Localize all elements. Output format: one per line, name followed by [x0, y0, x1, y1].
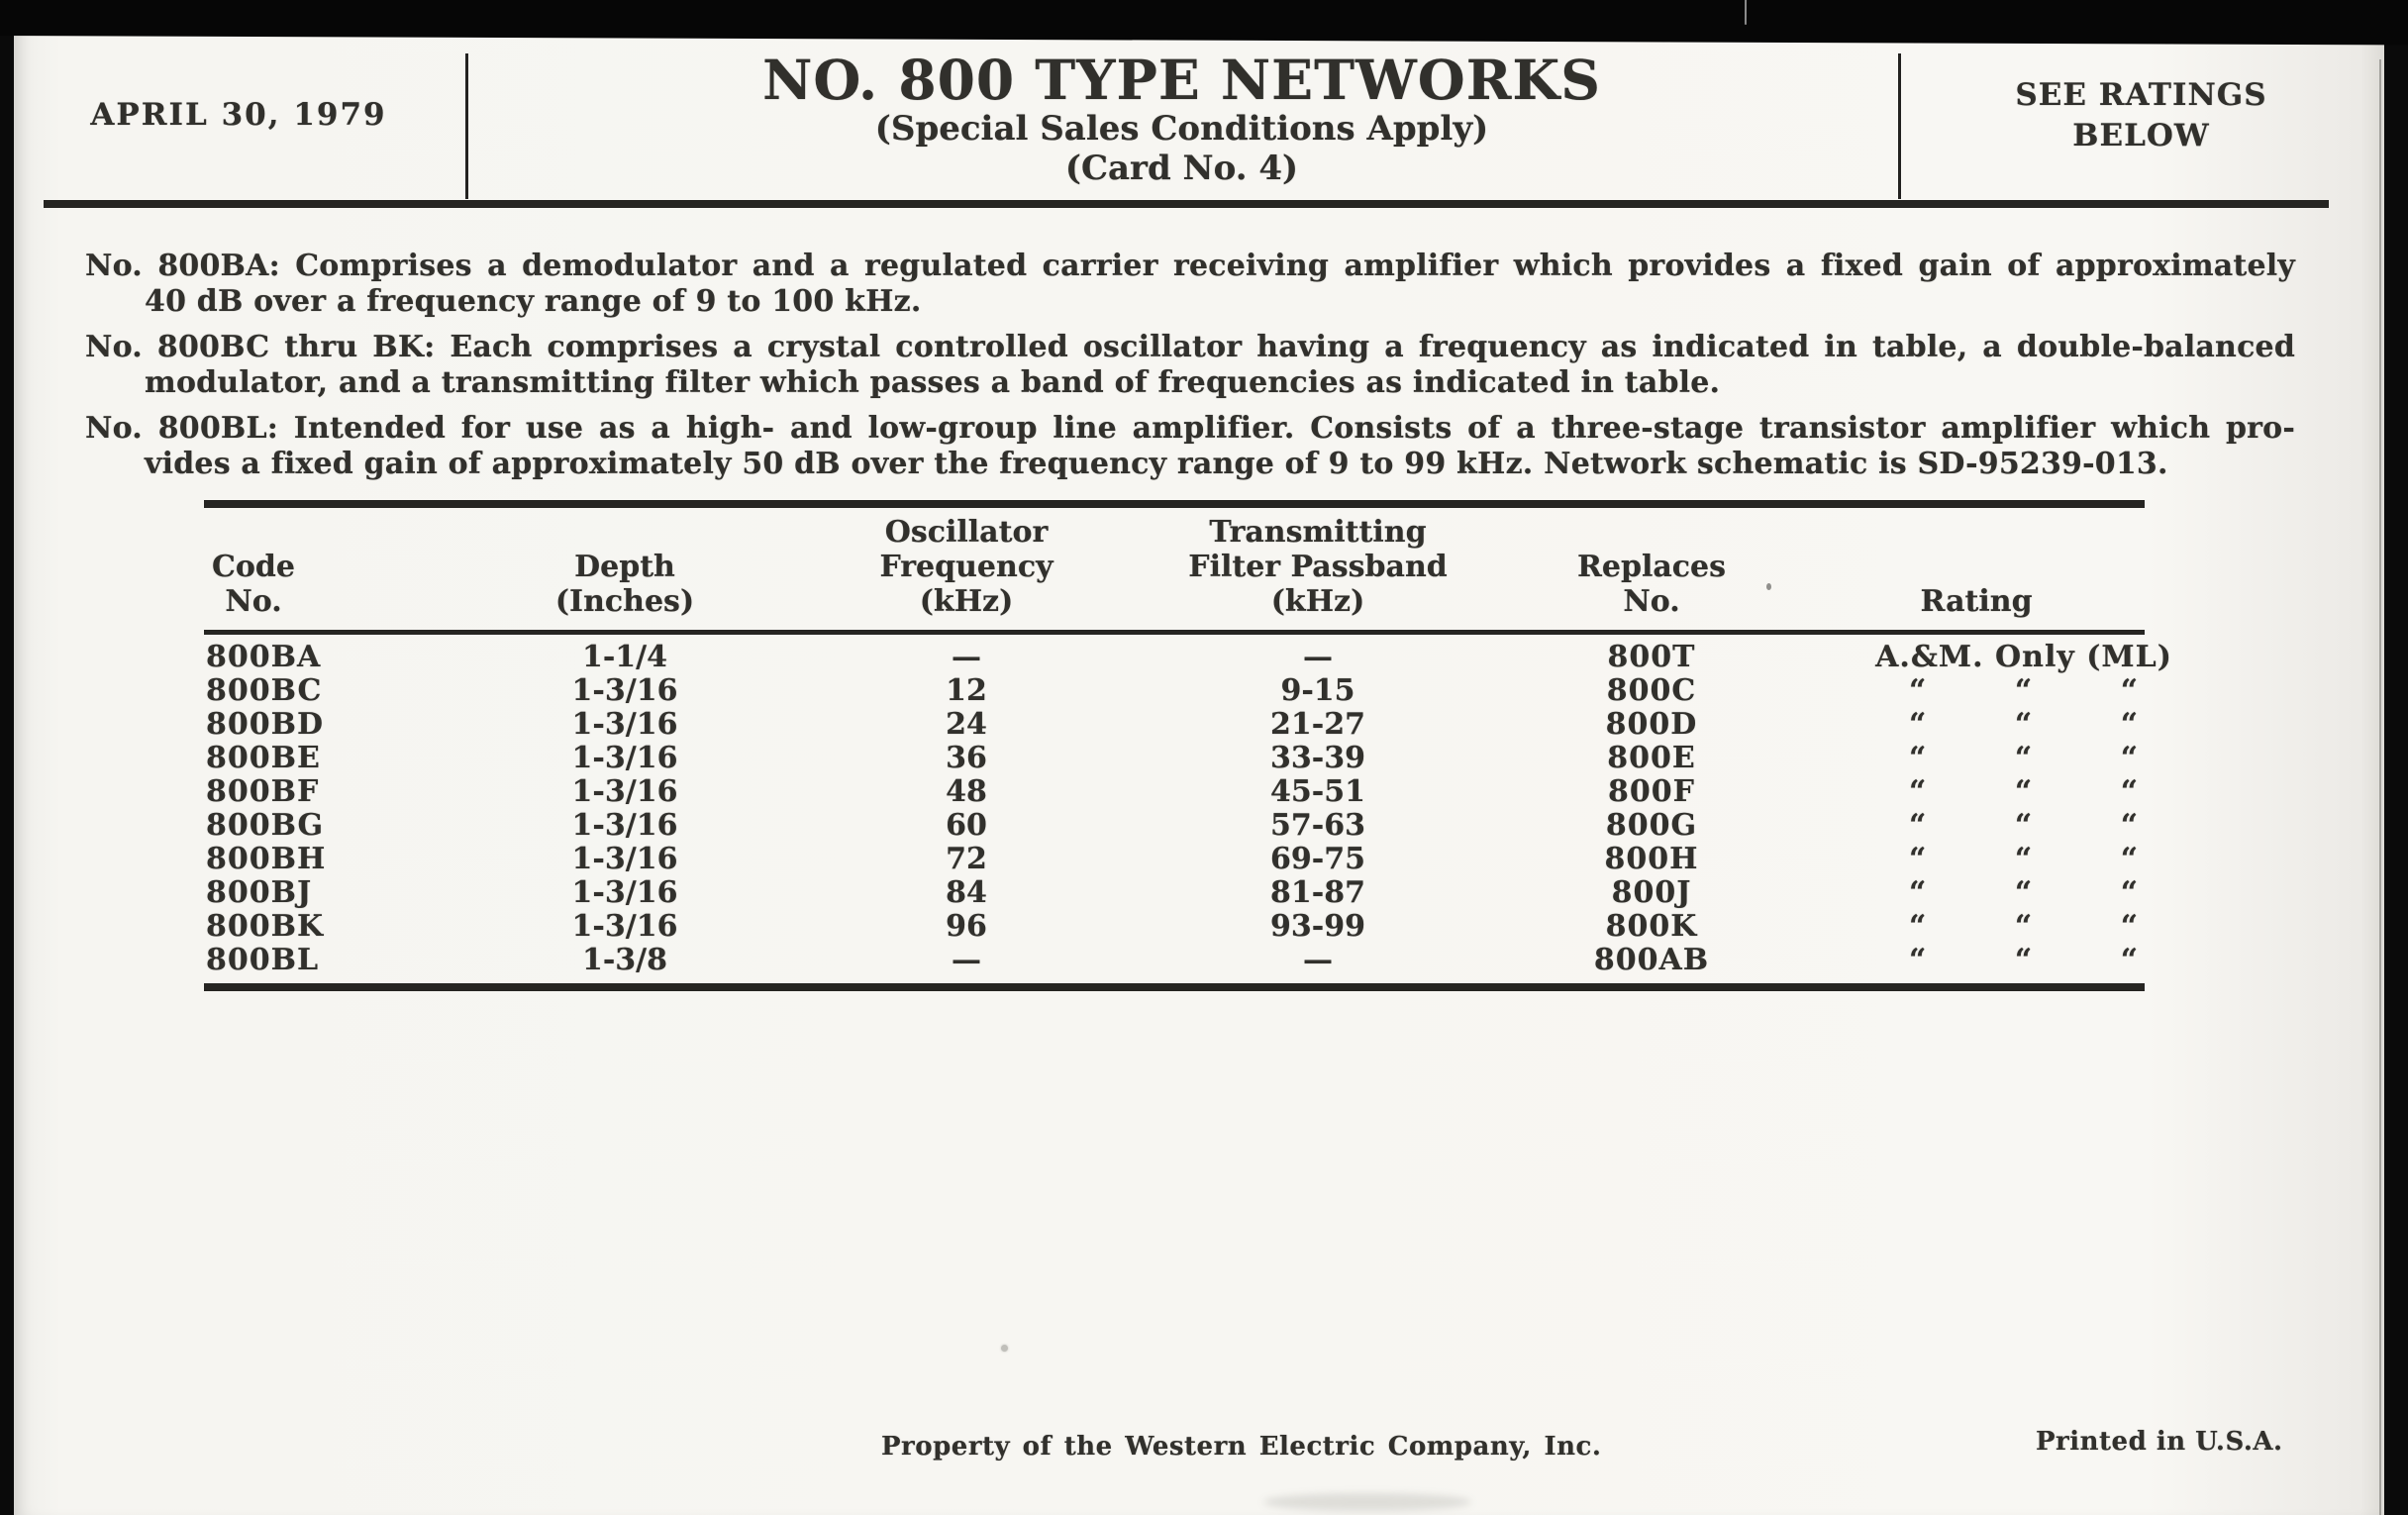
replaces-cell: 800J: [1611, 875, 1692, 910]
filter-passband-cell: 45-51: [1270, 774, 1365, 809]
rating-cell: [1909, 876, 2139, 910]
rating-cell: [1909, 742, 2139, 775]
ditto-mark: “: [2014, 673, 2034, 708]
ditto-mark: “: [2014, 909, 2034, 944]
column-header: Code No.: [212, 550, 295, 619]
replaces-cell: 800C: [1606, 673, 1697, 708]
column-header: Rating: [1920, 584, 2033, 619]
table-row: [204, 640, 2172, 674]
paragraph-line: modulator, and a transmitting filter which passes a band of frequencies as indicated in table.: [145, 365, 1721, 400]
column-header: Replaces No.: [1576, 550, 1727, 619]
table-top-rule: [204, 500, 2145, 508]
ditto-mark: “: [1909, 673, 1928, 708]
ditto-mark: “: [2014, 808, 2034, 843]
code-cell: 800BC: [206, 673, 323, 708]
ditto-mark: “: [2120, 808, 2139, 843]
filter-passband-cell: —: [1303, 943, 1333, 977]
ratings-note-line1: SEE RATINGS: [2015, 77, 2267, 113]
paragraph-line: 40 dB over a frequency range of 9 to 100 kHz.: [145, 284, 922, 319]
scan-speck: [1001, 1345, 1008, 1352]
replaces-cell: 800AB: [1593, 943, 1710, 977]
replaces-cell: 800G: [1605, 808, 1698, 843]
ditto-mark: “: [2014, 842, 2034, 876]
ditto-mark: “: [1909, 707, 1928, 742]
scanner-bar-notch: [1745, 0, 1747, 25]
paragraph-line: No. 800BL: Intended for use as a high- and low-group line amplifier. Consists of a three-stage transistor amplifier which pro-: [85, 411, 2295, 446]
table-row: [204, 674, 2145, 708]
table-bottom-rule: [204, 983, 2145, 991]
depth-cell: 1-3/16: [571, 774, 678, 809]
ditto-mark: “: [2120, 875, 2139, 910]
ditto-mark: “: [1909, 741, 1928, 775]
ditto-mark: “: [2120, 842, 2139, 876]
oscillator-frequency-cell: 72: [946, 842, 987, 876]
rating-cell: [1909, 944, 2139, 977]
ditto-mark: “: [1909, 909, 1928, 944]
ditto-mark: “: [1909, 875, 1928, 910]
rating-cell: [1909, 809, 2139, 843]
ditto-mark: “: [2014, 774, 2034, 809]
rating-cell: [1909, 674, 2139, 708]
table-body: [204, 635, 2172, 977]
header-rule: [44, 200, 2329, 208]
ditto-mark: “: [2120, 673, 2139, 708]
spec-table: [204, 500, 2172, 991]
ditto-mark: “: [1909, 808, 1928, 843]
oscillator-frequency-cell: 60: [946, 808, 987, 843]
oscillator-frequency-cell: 24: [946, 707, 987, 742]
document-page: [14, 0, 2384, 1515]
filter-passband-cell: —: [1303, 640, 1333, 674]
table-row: [204, 775, 2145, 809]
paragraphs: [85, 249, 2295, 492]
paragraph: [85, 249, 2295, 320]
oscillator-frequency-cell: 48: [946, 774, 987, 809]
ditto-mark: “: [2014, 707, 2034, 742]
paragraph-line: No. 800BA: Comprises a demodulator and a regulated carrier receiving amplifier which provides a fixed gain of approximately: [85, 249, 2295, 283]
depth-cell: 1-3/16: [571, 875, 678, 910]
oscillator-frequency-cell: —: [952, 640, 981, 674]
scan-speck: [1766, 583, 1771, 590]
paragraph-line: No. 800BC thru BK: Each comprises a crystal controlled oscillator having a frequency as indicated in table, a double-balanced: [85, 330, 2295, 364]
filter-passband-cell: 33-39: [1270, 741, 1365, 775]
depth-cell: 1-1/4: [581, 640, 668, 674]
document-subtitle: (Special Sales Conditions Apply): [874, 109, 1489, 149]
rating-cell: [1909, 775, 2139, 809]
paragraph-line: vides a fixed gain of approximately 50 dB over the frequency range of 9 to 99 kHz. Network schematic is SD-95239-013.: [145, 447, 2168, 481]
rating-cell: [1909, 708, 2139, 742]
oscillator-frequency-cell: —: [952, 943, 981, 977]
ditto-mark: “: [1909, 774, 1928, 809]
ditto-mark: “: [2120, 707, 2139, 742]
filter-passband-cell: 9-15: [1280, 673, 1355, 708]
code-cell: 800BG: [206, 808, 325, 843]
document-title: NO. 800 TYPE NETWORKS: [762, 48, 1601, 112]
ditto-mark: “: [2014, 943, 2034, 977]
table-row: [204, 910, 2145, 944]
table-row: [204, 742, 2145, 775]
rating-cell: [1909, 843, 2139, 876]
ditto-mark: “: [2120, 774, 2139, 809]
depth-cell: 1-3/16: [571, 741, 678, 775]
column-header: Transmitting Filter Passband (kHz): [1188, 515, 1448, 619]
ratings-note: [1898, 75, 2384, 156]
ditto-mark: “: [2120, 909, 2139, 944]
paragraph: [85, 411, 2295, 482]
depth-cell: 1-3/16: [571, 673, 678, 708]
filter-passband-cell: 21-27: [1270, 707, 1365, 742]
replaces-cell: 800H: [1604, 842, 1699, 876]
depth-cell: 1-3/16: [571, 842, 678, 876]
table-row: [204, 876, 2145, 910]
code-cell: 800BA: [206, 640, 322, 674]
table-row: [204, 843, 2145, 876]
oscillator-frequency-cell: 36: [946, 741, 987, 775]
replaces-cell: 800T: [1607, 640, 1696, 674]
depth-cell: 1-3/16: [571, 707, 678, 742]
ratings-note-line2: BELOW: [2072, 118, 2210, 153]
code-cell: 800BH: [206, 842, 327, 876]
depth-cell: 1-3/16: [571, 909, 678, 944]
table-header-row: [204, 508, 2145, 630]
column-header: Depth (Inches): [554, 550, 695, 619]
table-row: [204, 809, 2145, 843]
oscillator-frequency-cell: 96: [946, 909, 987, 944]
footer-printed-note: Printed in U.S.A.: [2036, 1427, 2283, 1457]
code-cell: 800BJ: [206, 875, 313, 910]
filter-passband-cell: 69-75: [1270, 842, 1365, 876]
replaces-cell: 800D: [1605, 707, 1698, 742]
scan-smudge: [1263, 1493, 1471, 1511]
header-title-block: [465, 48, 1898, 188]
filter-passband-cell: 81-87: [1270, 875, 1365, 910]
table-row: [204, 708, 2145, 742]
filter-passband-cell: 57-63: [1270, 808, 1365, 843]
page-edge-shadow: [2379, 59, 2381, 1515]
code-cell: 800BL: [206, 943, 320, 977]
footer-property-note: Property of the Western Electric Company, Inc.: [881, 1432, 1602, 1462]
ditto-mark: “: [2014, 875, 2034, 910]
ditto-mark: “: [1909, 842, 1928, 876]
depth-cell: 1-3/8: [581, 943, 668, 977]
ditto-mark: “: [1909, 943, 1928, 977]
ditto-mark: “: [2120, 943, 2139, 977]
depth-cell: 1-3/16: [571, 808, 678, 843]
column-header: Oscillator Frequency (kHz): [879, 515, 1054, 619]
table-row: [204, 944, 2145, 977]
replaces-cell: 800F: [1608, 774, 1695, 809]
ditto-mark: “: [2014, 741, 2034, 775]
rating-cell: [1909, 910, 2139, 944]
paragraph: [85, 330, 2295, 401]
filter-passband-cell: 93-99: [1270, 909, 1365, 944]
code-cell: 800BK: [206, 909, 325, 944]
oscillator-frequency-cell: 12: [946, 673, 987, 708]
replaces-cell: 800K: [1605, 909, 1698, 944]
code-cell: 800BE: [206, 741, 321, 775]
ditto-mark: “: [2120, 741, 2139, 775]
rating-cell: A.&M. Only (ML): [1875, 640, 2172, 674]
issue-date: APRIL 30, 1979: [90, 97, 387, 133]
replaces-cell: 800E: [1607, 741, 1696, 775]
oscillator-frequency-cell: 84: [946, 875, 987, 910]
code-cell: 800BD: [206, 707, 324, 742]
card-number: (Card No. 4): [1064, 149, 1299, 188]
code-cell: 800BF: [206, 774, 320, 809]
